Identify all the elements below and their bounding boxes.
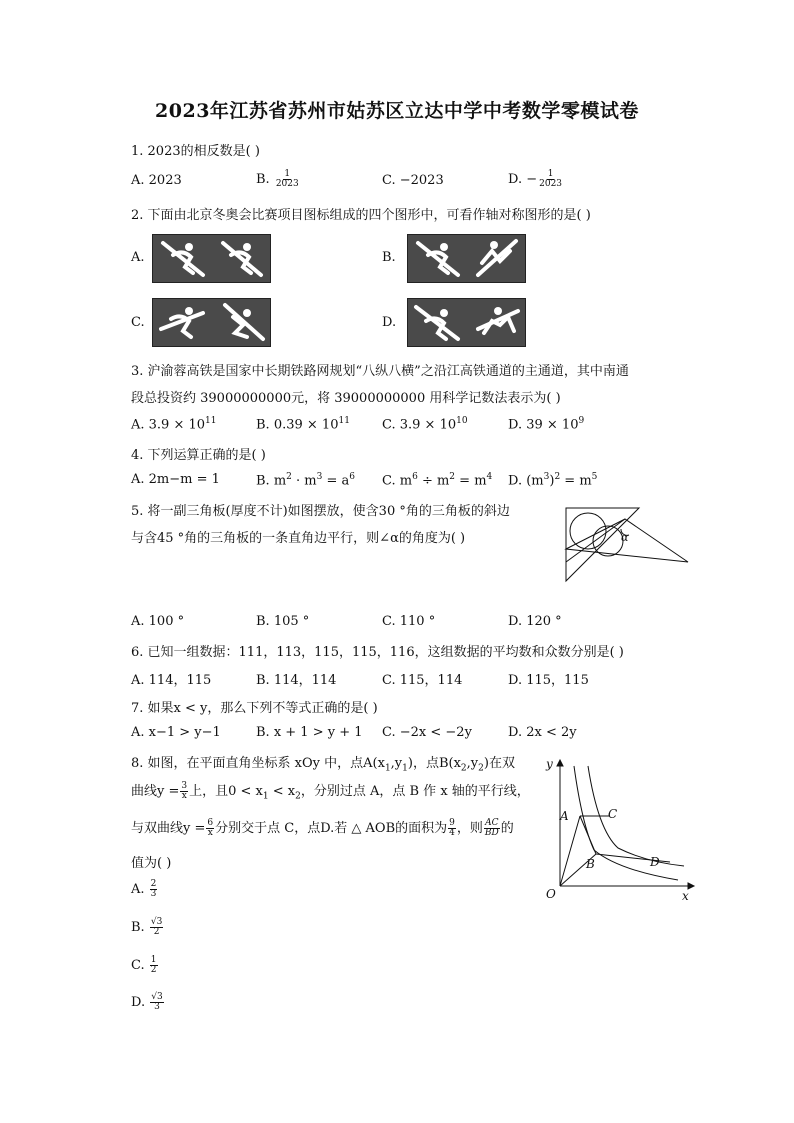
page-title: 2023年江苏省苏州市姑苏区立达中学中考数学零模试卷 [155,100,639,122]
q8-option-d-fraction: $\frac{√3}{3}$ [151,992,163,1012]
q8-fraction-3-over-x: $\frac{3}{x}$ [181,781,188,801]
q2-option-b-label: B. [382,250,396,265]
q8-option-c: C. $\frac{1}{2}$ [131,955,157,975]
q8-fraction-ac-over-bd: $\frac{AC}{BD}$ [484,818,499,838]
question-8-line-1: 8. 如图，在平面直角坐标系 xOy 中，点$A(x_1,y_1)$，点$B(x_2,y_2)$在双 [131,756,515,774]
q3-option-c: C. $3.9 \times 10^{10}$ [382,416,468,433]
question-8-line-2: 曲线y = $\frac{3}{x}$ 上，且$0 < x_1 < x_2$，分别过点 A，点 B 作 x 轴的平行线， [131,781,530,802]
q8-option-b: B. $\frac{√3}{2}$ [131,917,163,937]
q8-option-c-fraction: $\frac{1}{2}$ [150,955,157,975]
q7-option-b: B. x + 1 > y + 1 [256,725,363,740]
q8-point-b-label: B [586,857,595,871]
question-7-stem: 7. 如果x < y，那么下列不等式正确的是( ) [131,701,378,716]
q8-hyperbola-figure [538,752,698,906]
question-6-stem: 6. 已知一组数据：111，113，115，115，116，这组数据的平均数和众数分别是( ) [131,645,624,660]
q8-point-c-label: C [608,807,618,821]
q5-option-d: D. 120 ° [508,614,562,629]
q8-option-b-fraction: $\frac{√3}{2}$ [150,917,163,937]
q6-option-a: A. 114，115 [131,673,212,688]
q8-option-d: D. $\frac{√3}{3}$ [131,992,163,1012]
question-4-stem: 4. 下列运算正确的是( ) [131,448,266,463]
q3-option-a: A. $3.9 \times 10^{11}$ [131,416,217,433]
q2-option-d-image [407,298,526,347]
q1-option-c: C. −2023 [382,173,444,188]
q1-option-d: D. − $\frac{1}{2023}$ [508,169,563,189]
q2-option-d-label: D. [382,315,397,330]
question-5-line-1: 5. 将一副三角板(厚度不计)如图摆放，使含30 °角的三角板的斜边 [131,504,510,519]
q8-option-a-fraction: $\frac{2}{3}$ [150,879,157,899]
q8-x-axis-label: x [682,889,689,902]
q1-option-a: A. 2023 [131,173,182,188]
q6-option-b: B. 114，114 [256,673,337,688]
q2-option-b-image [407,234,526,283]
q2-option-c-label: C. [131,315,145,330]
q4-option-a: A. 2m−m = 1 [131,472,220,487]
question-3-line-1: 3. 沪渝蓉高铁是国家中长期铁路网规划“八纵八横”之沿江高铁通道的主通道，其中南通 [131,364,629,379]
q8-fraction-9-over-4: $\frac{9}{4}$ [449,818,455,838]
q2-option-c-image [152,298,271,347]
question-1-stem: 1. 2023的相反数是( ) [131,144,260,159]
q3-option-b: B. $0.39 \times 10^{11}$ [256,416,350,433]
question-5-line-2: 与含45 °角的三角板的一条直角边平行，则∠α的角度为( ) [131,531,466,546]
question-2-stem: 2. 下面由北京冬奥会比赛项目图标组成的四个图形中，可看作轴对称图形的是( ) [131,208,591,223]
q8-point-a-label: A [560,809,569,823]
q1-option-d-fraction: $\frac{1}{2023}$ [539,169,563,189]
q6-option-c: C. 115，114 [382,673,463,688]
q8-option-a: A. $\frac{2}{3}$ [131,879,157,899]
q5-alpha-label: α [621,531,629,544]
q5-figure [563,505,693,589]
q6-option-d: D. 115，115 [508,673,589,688]
q8-point-d-label: D [650,855,660,869]
q5-option-c: C. 110 ° [382,614,436,629]
question-8-line-4: 值为( ) [131,856,172,871]
q8-y-axis-label: y [546,757,553,771]
q4-option-c: C. $m^6 \div m^2 = m^4$ [382,472,493,489]
q7-option-c: C. −2x < −2y [382,725,472,740]
q7-option-d: D. 2x < 2y [508,725,577,740]
q2-option-a-image [152,234,271,283]
q8-fraction-6-over-x: $\frac{6}{x}$ [207,818,214,838]
question-8-line-3: 与双曲线y = $\frac{6}{x}$ 分别交于点 C，点D.若 △ AOB的面积为 $\frac{9}{4}$ ，则 $\frac{AC}{BD}$ 的 [131,818,514,838]
q4-option-d: D. $(m^3)^2 = m^5$ [508,472,598,489]
q1-option-b-fraction: $\frac{1}{2023}$ [275,169,299,189]
q8-origin-label: O [546,887,556,901]
q5-option-b: B. 105 ° [256,614,310,629]
q4-option-b: B. $m^2 \cdot m^3 = a^6$ [256,472,356,489]
question-3-line-2: 段总投资约 39000000000元，将 39000000000 用科学记数法表示为( ) [131,391,561,406]
q3-option-d: D. $39 \times 10^9$ [508,416,585,433]
q2-option-a-label: A. [131,250,145,265]
q1-option-b: B. $\frac{1}{2023}$ [256,169,299,189]
q5-option-a: A. 100 ° [131,614,185,629]
q7-option-a: A. x−1 > y−1 [131,725,221,740]
